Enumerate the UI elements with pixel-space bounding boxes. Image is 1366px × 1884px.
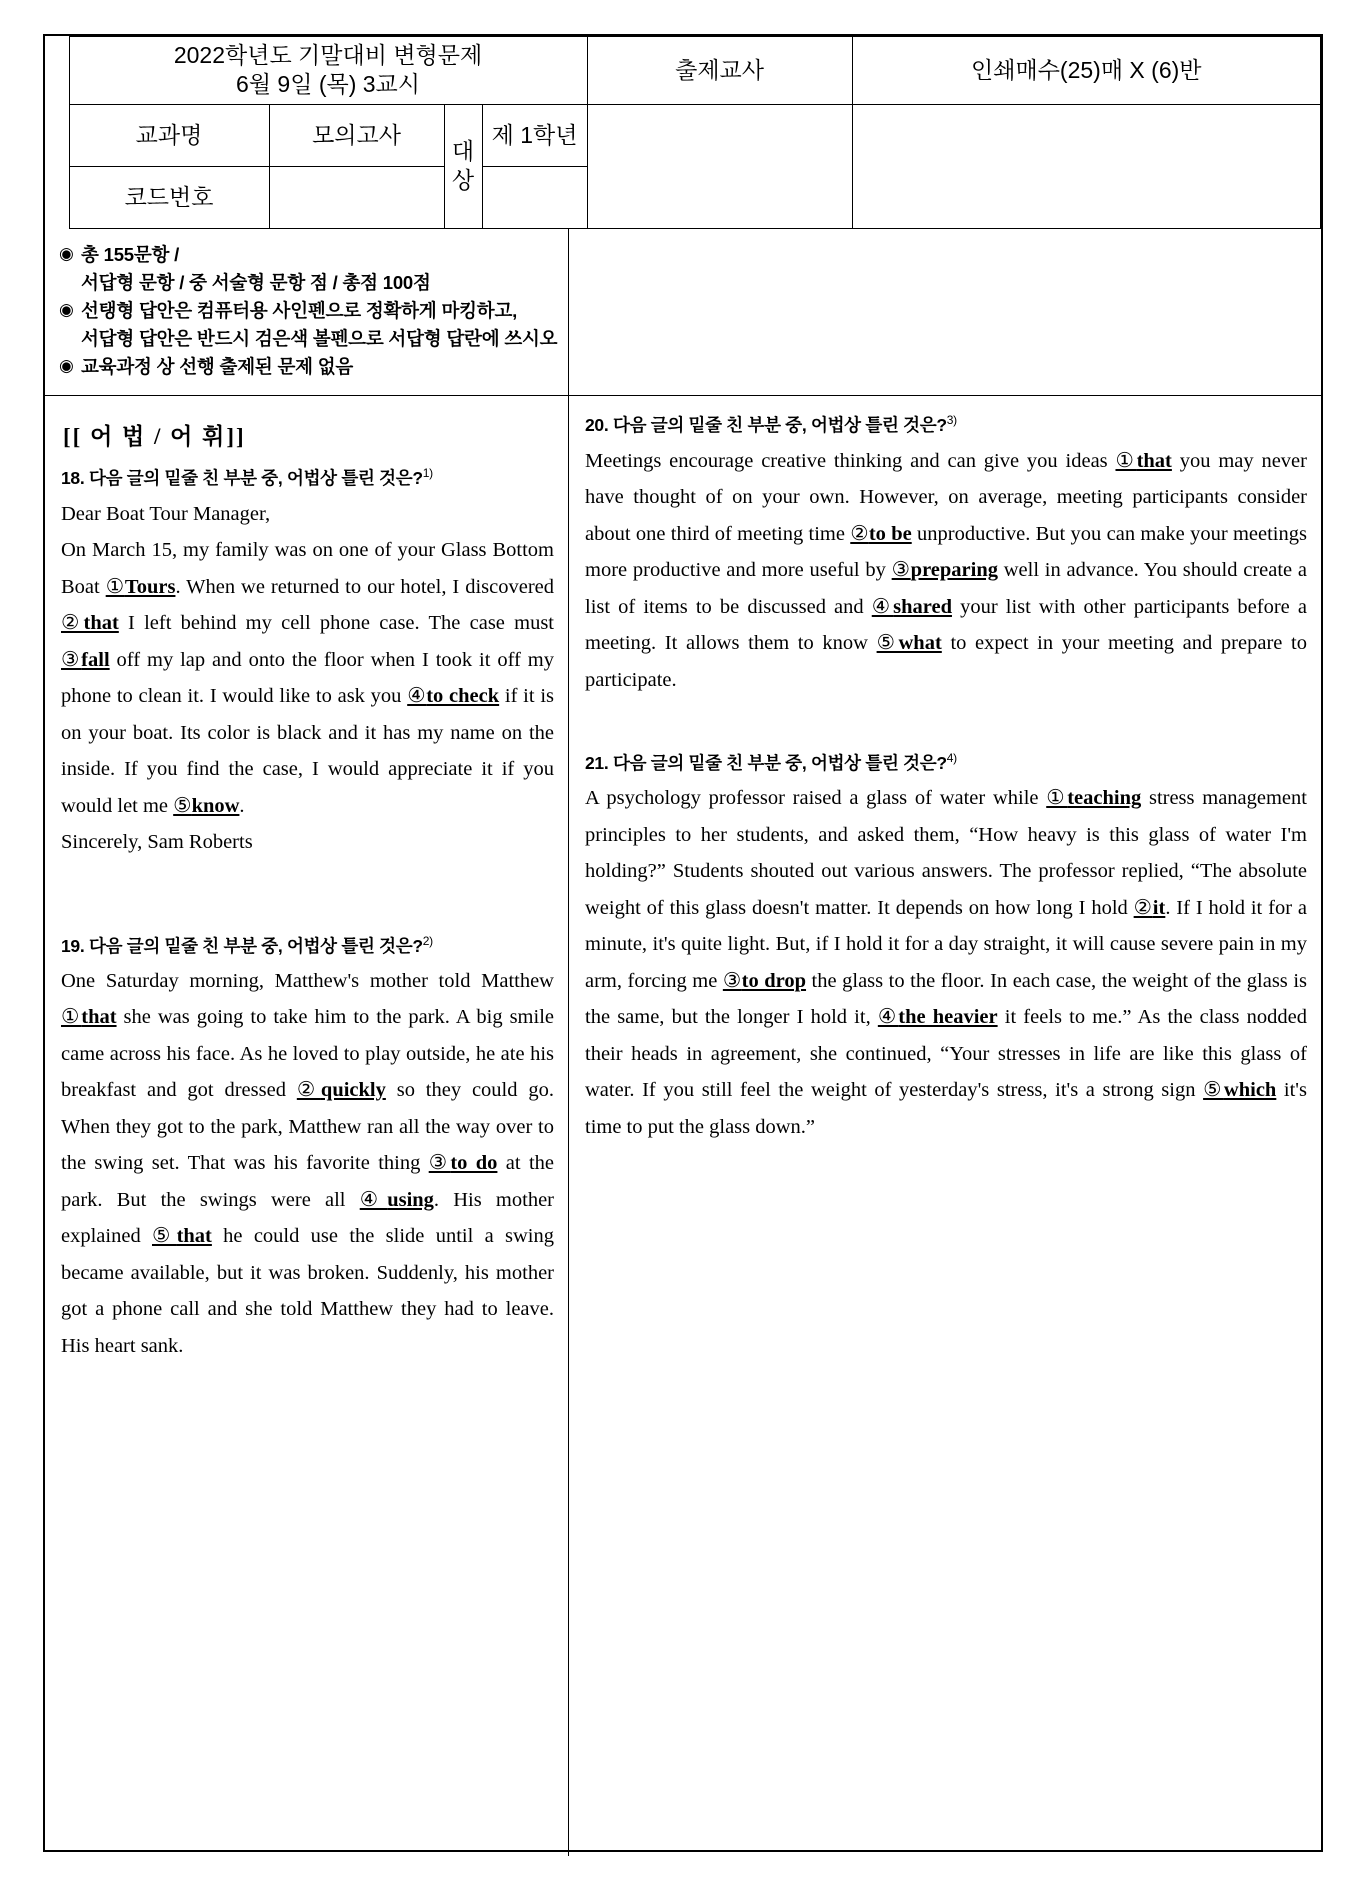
- teacher-value-cell: [587, 104, 852, 228]
- q20-choice-3-num: ③: [891, 559, 911, 582]
- header-spacer-cell: [45, 37, 69, 105]
- q18-choice-1-num: ①: [105, 575, 125, 598]
- q20-seg-f: to expect in your meeting and prepare to participate.: [585, 632, 1307, 691]
- q20-choice-5[interactable]: [877, 632, 942, 654]
- q18-choice-5[interactable]: [173, 795, 239, 817]
- question-19-footnote: 2): [422, 933, 433, 948]
- q18-choice-4[interactable]: [407, 685, 499, 707]
- q20-choice-1-text: that: [1136, 449, 1172, 472]
- header-spacer-cell-2: [45, 104, 69, 166]
- exam-title-line2: 6월 9일 (목) 3교시: [236, 71, 420, 98]
- question-20-heading-text: 20. 다음 글의 밑줄 친 부분 중, 어법상 틀린 것은?: [585, 415, 947, 436]
- print-count-cell: 인쇄매수(25)매 X (6)반: [852, 37, 1320, 105]
- question-20-heading: [585, 412, 1307, 437]
- q20-choice-2[interactable]: [850, 523, 911, 545]
- question-gap: [61, 861, 554, 933]
- q19-choice-2-text: quickly: [320, 1079, 386, 1102]
- q20-choice-5-num: ⑤: [876, 632, 899, 655]
- q18-choice-4-num: ④: [407, 685, 427, 708]
- bullet-icon: ◉: [59, 356, 74, 376]
- question-18-passage: [61, 532, 554, 824]
- notice-line-2-text: 선탱형 답안은 컴퓨터용 사인펜으로 정확하게 마킹하고,: [81, 300, 518, 322]
- q19-seg-a: One Saturday morning, Matthew's mother told Matthew: [61, 969, 554, 992]
- q21-seg-f: it's time to put the glass down.”: [585, 1079, 1307, 1138]
- grade-value-cell-2: [482, 166, 587, 228]
- exam-page: [43, 34, 1323, 1852]
- q18-choice-2[interactable]: [61, 612, 119, 634]
- q20-choice-3-text: preparing: [910, 559, 998, 582]
- q19-choice-3[interactable]: [429, 1152, 498, 1174]
- q20-seg-e: your list with other participants before a meeting. It allows them to know: [585, 595, 1307, 655]
- notice-line-1b: 서답형 문항 / 중 서술형 문항 점 / 총점 100점: [81, 271, 431, 293]
- q20-choice-1-num: ①: [1115, 449, 1137, 472]
- q19-choice-1[interactable]: [61, 1006, 117, 1028]
- notice-line-1-text: 총 155문항 /: [81, 243, 180, 265]
- q19-choice-5-num: ⑤: [152, 1225, 177, 1248]
- q21-seg-a: A psychology professor raised a glass of water while: [585, 787, 1047, 810]
- question-20-footnote: 3): [946, 413, 957, 428]
- q21-choice-5[interactable]: [1203, 1079, 1276, 1101]
- q19-choice-1-text: that: [81, 1006, 117, 1029]
- question-21-footnote: 4): [946, 751, 957, 766]
- question-21-heading: [585, 750, 1307, 775]
- q21-choice-3[interactable]: [723, 970, 806, 992]
- q19-choice-4-num: ④: [359, 1188, 388, 1211]
- q19-choice-2[interactable]: [297, 1079, 386, 1101]
- notice-line-3-text: 교육과정 상 선행 출제된 문제 없음: [81, 356, 354, 378]
- q18-choice-3-num: ③: [61, 648, 82, 671]
- q21-choice-4-text: the heavier: [898, 1006, 998, 1029]
- question-19-heading-text: 19. 다음 글의 밑줄 친 부분 중, 어법상 틀린 것은?: [61, 935, 423, 956]
- q19-choice-5[interactable]: [152, 1225, 212, 1247]
- notice-line-1: [59, 241, 558, 269]
- q18-seg-b: . When we returned to our hotel, I discovered: [175, 575, 555, 598]
- q21-seg-b: stress management principles to her students, and asked them, “How heavy is this glass of water I'm holding?” Students shouted out various answers. The professor replied, “The absolute weight of this glass doesn't matter. It depends on how long I hold: [585, 787, 1307, 919]
- q18-choice-4-text: to check: [426, 685, 500, 708]
- code-value-cell: [269, 166, 444, 228]
- q18-seg-f: .: [239, 794, 245, 817]
- q21-seg-d: the glass to the floor. In each case, the weight of the glass is the same, but the longer I hold it,: [585, 969, 1307, 1029]
- question-20-passage: [585, 443, 1307, 698]
- q21-choice-1-text: teaching: [1067, 787, 1142, 810]
- q19-choice-3-num: ③: [428, 1152, 451, 1175]
- q19-choice-5-text: that: [176, 1225, 212, 1248]
- q20-choice-1[interactable]: [1115, 450, 1171, 472]
- q20-choice-5-text: what: [898, 632, 942, 655]
- subject-value-cell: 모의고사: [269, 104, 444, 166]
- grade-value-cell: 제 1학년: [482, 104, 587, 166]
- question-18-footnote: 1): [422, 466, 433, 481]
- notice-line-3: [59, 353, 558, 381]
- teacher-label-cell: 출제교사: [587, 37, 852, 105]
- q21-choice-2-text: it: [1152, 896, 1166, 919]
- q18-choice-1[interactable]: [106, 576, 176, 598]
- exam-title-line1: 2022학년도 기말대비 변형문제: [173, 42, 483, 68]
- q19-seg-c: so they could go. When they got to the park, Matthew ran all the way over to the swing set. That was his favorite thing: [61, 1079, 554, 1175]
- q21-choice-5-text: which: [1223, 1079, 1277, 1102]
- question-21-heading-text: 21. 다음 글의 밑줄 친 부분 중, 어법상 틀린 것은?: [585, 752, 947, 773]
- q21-choice-1-num: ①: [1046, 787, 1068, 810]
- q19-seg-d: at the park. But the swings were all: [61, 1152, 554, 1211]
- q18-choice-1-text: Tours: [124, 575, 176, 598]
- question-18-heading-text: 18. 다음 글의 밑줄 친 부분 중, 어법상 틀린 것은?: [61, 468, 423, 489]
- notice-empty-area: [569, 229, 1321, 396]
- header-spacer-cell-3: [45, 166, 69, 228]
- left-column: [45, 396, 569, 1856]
- notice-box: [45, 229, 569, 396]
- question-18-closing: Sincerely, Sam Roberts: [61, 831, 253, 854]
- bullet-icon: ◉: [59, 243, 74, 263]
- question-19-passage: [61, 963, 554, 1364]
- q18-choice-3[interactable]: [61, 649, 110, 671]
- target-label-char2: 상: [451, 167, 475, 194]
- q20-seg-c: unproductive. But you can make your meetings more productive and more useful by: [585, 522, 1307, 582]
- q18-seg-e: if it is on your boat. Its color is black and it has my name on the inside. If you find the case, I would appreciate it if you would let me: [61, 685, 554, 817]
- question-19-heading: [61, 933, 554, 958]
- section-heading: [[ 어 법 / 어 휘]]: [63, 424, 246, 450]
- notice-line-2b: 서답형 답안은 반드시 검은색 볼펜으로 서답형 답란에 쓰시오: [81, 328, 558, 350]
- q18-choice-2-num: ②: [61, 612, 84, 635]
- q20-choice-2-text: to be: [868, 522, 912, 545]
- target-label-char1: 대: [451, 137, 475, 164]
- question-18-heading: [61, 465, 554, 490]
- q19-choice-4-text: using: [387, 1188, 434, 1211]
- q21-choice-3-num: ③: [722, 969, 742, 992]
- bullet-icon: ◉: [59, 300, 74, 320]
- q21-choice-4[interactable]: [878, 1006, 998, 1028]
- q18-seg-d: off my lap and onto the floor when I took it off my phone to clean it. I would like to ask you: [61, 648, 554, 708]
- print-value-cell: [852, 104, 1320, 228]
- q19-choice-2-num: ②: [296, 1079, 321, 1102]
- question-gap-right: [585, 698, 1307, 750]
- q21-choice-2[interactable]: [1134, 897, 1166, 919]
- q20-choice-4[interactable]: [872, 596, 952, 618]
- q21-choice-5-num: ⑤: [1203, 1079, 1224, 1102]
- q18-choice-2-text: that: [83, 612, 119, 635]
- q18-choice-5-text: know: [191, 794, 240, 817]
- exam-header-table: [45, 36, 1321, 229]
- q20-choice-3[interactable]: [892, 559, 998, 581]
- right-column: [569, 396, 1321, 1856]
- target-label-cell: [444, 104, 482, 228]
- q19-choice-4[interactable]: [360, 1189, 434, 1211]
- q21-choice-3-text: to drop: [741, 969, 807, 992]
- q21-seg-e: it feels to me.” As the class nodded their heads in agreement, she continued, “Your stresses in life are like this glass of water. If you still feel the weight of yesterday's stress, it's a strong sign: [585, 1006, 1307, 1102]
- q21-seg-c: . If I hold it for a minute, it's quite light. But, if I hold it for a day straight, it will cause severe pain in my arm, forcing me: [585, 896, 1307, 992]
- notice-line-2: [59, 297, 558, 325]
- q18-choice-5-num: ⑤: [173, 794, 192, 817]
- q19-seg-e: . His mother explained: [61, 1188, 554, 1248]
- q20-choice-4-num: ④: [871, 595, 894, 618]
- q20-seg-d: well in advance. You should create a list of items to be discussed and: [585, 559, 1307, 618]
- q18-seg-a: On March 15, my family was on one of your Glass Bottom Boat: [61, 539, 554, 598]
- exam-title-cell: [69, 37, 587, 105]
- q21-choice-1[interactable]: [1046, 787, 1141, 809]
- subject-label-cell: 교과명: [69, 104, 269, 166]
- q20-choice-2-num: ②: [850, 522, 869, 545]
- exam-body: [45, 396, 1321, 1856]
- q20-seg-b: you may never have thought of on your own. However, on average, meeting participants consider about one third of meeting time: [585, 449, 1307, 545]
- q18-choice-3-text: fall: [81, 648, 110, 671]
- question-18-salutation: Dear Boat Tour Manager,: [61, 502, 271, 525]
- code-label-cell: 코드번호: [69, 166, 269, 228]
- q19-choice-3-text: to do: [450, 1152, 498, 1175]
- q20-seg-a: Meetings encourage creative thinking and can give you ideas: [585, 449, 1116, 472]
- q19-seg-b: she was going to take him to the park. A big smile came across his face. As he loved to play outside, he ate his breakfast and got dressed: [61, 1006, 554, 1102]
- question-21-passage: [585, 780, 1307, 1145]
- q18-seg-c: I left behind my cell phone case. The case must: [118, 612, 554, 635]
- q21-choice-2-num: ②: [1133, 896, 1153, 919]
- q19-seg-f: he could use the slide until a swing became available, but it was broken. Suddenly, his mother got a phone call and she told Matthew they had to leave. His heart sank.: [61, 1225, 554, 1357]
- q21-choice-4-num: ④: [877, 1006, 899, 1029]
- notice-section: [45, 229, 1321, 397]
- q19-choice-1-num: ①: [61, 1006, 82, 1029]
- q20-choice-4-text: shared: [893, 595, 952, 618]
